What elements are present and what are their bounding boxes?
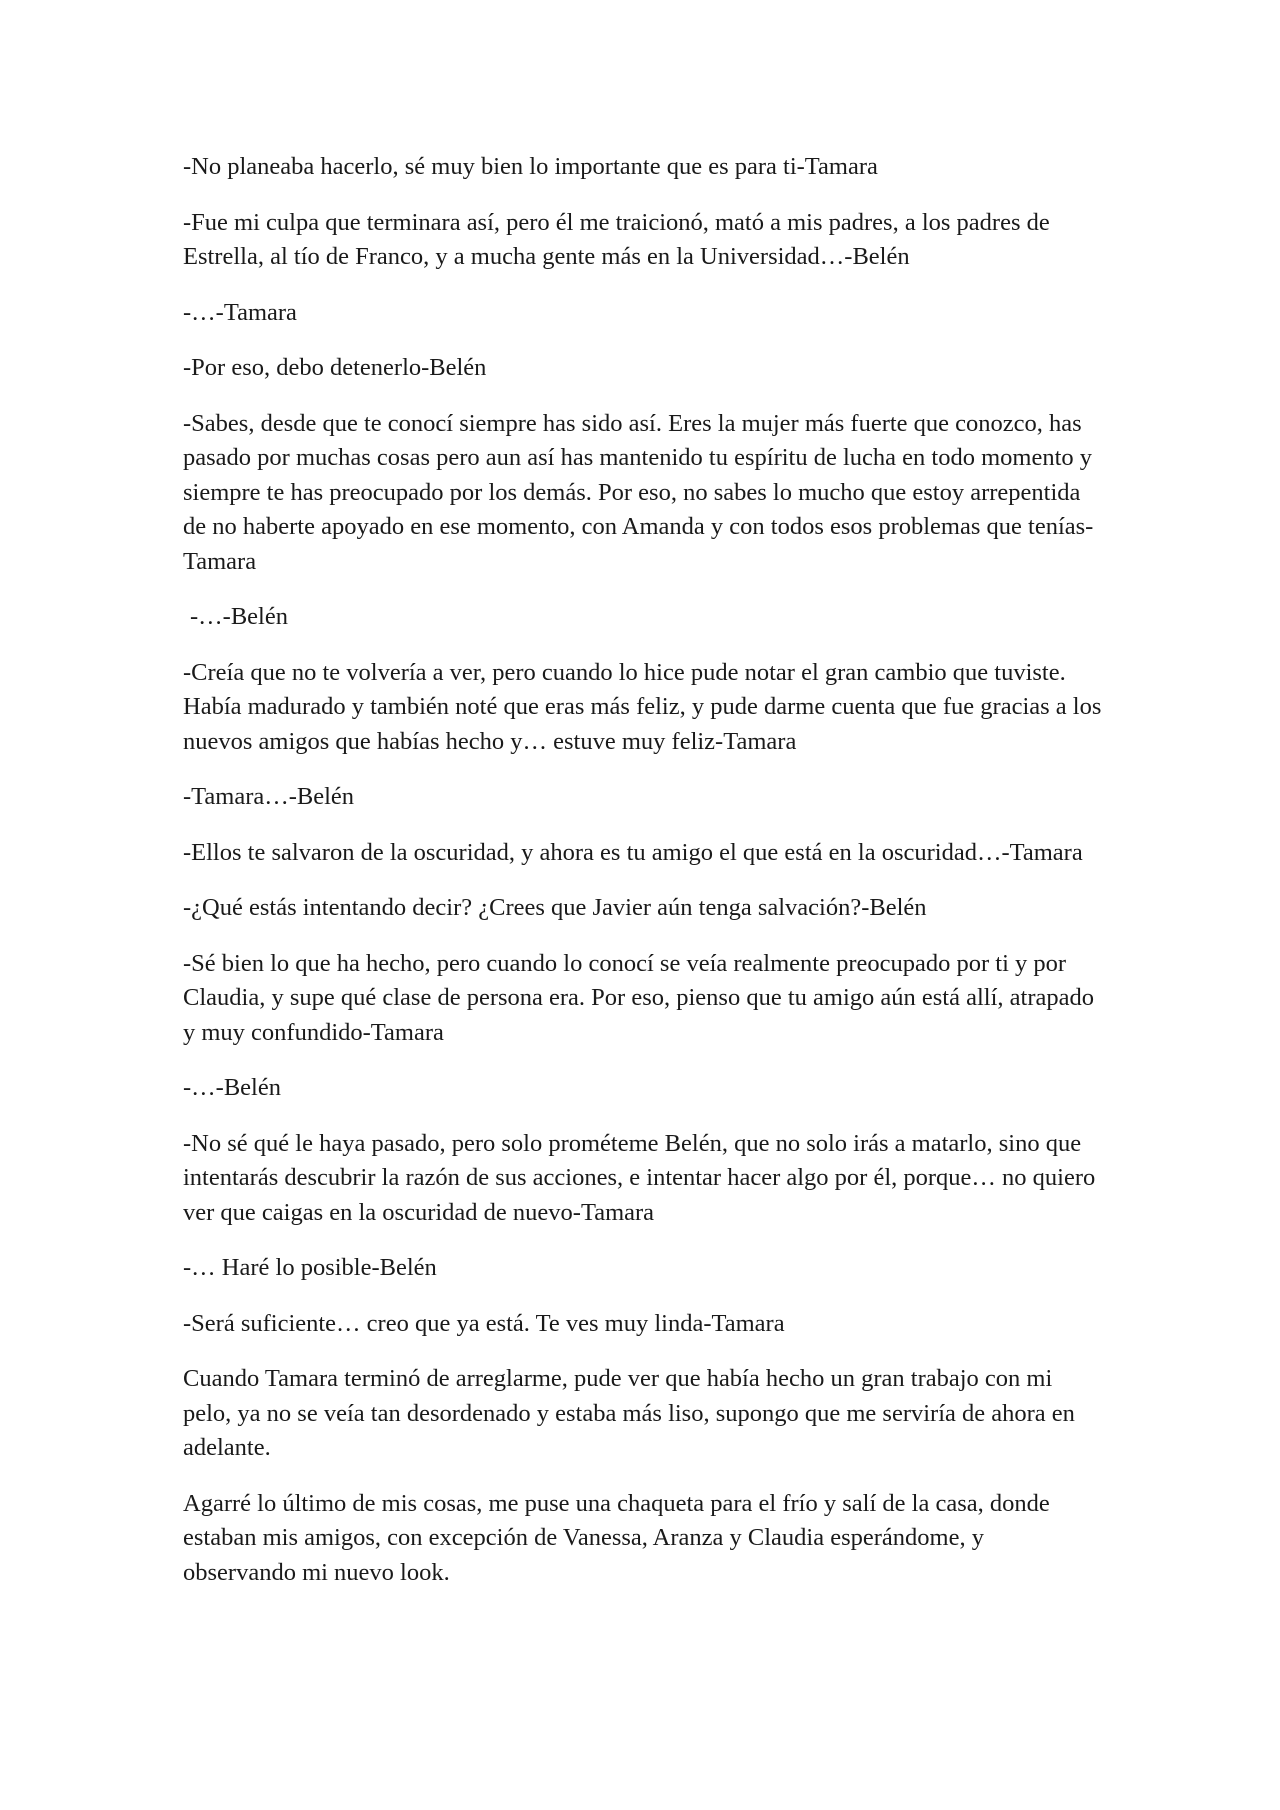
- document-body: [183, 150, 1103, 1611]
- paragraph: -Fue mi culpa que terminara así, pero él me traicionó, mató a mis padres, a los padres de Estrella, al tío de Franco, y a mucha gente más en la Universidad…-Belén: [183, 208, 1050, 270]
- paragraph: -Sabes, desde que te conocí siempre has sido así. Eres la mujer más fuerte que conozco, has pasado por muchas cosas pero aun así has mantenido tu espíritu de lucha en todo momento y siempre te has preocupado por los demás. Por eso, no sabes lo mucho que estoy arrepentida de no haberte apoyado en ese momento, con Amanda y con todos esos problemas que tenías-Tamara: [183, 409, 1094, 575]
- paragraph: -Sé bien lo que ha hecho, pero cuando lo conocí se veía realmente preocupado por ti y por Claudia, y supe qué clase de persona era. Por eso, pienso que tu amigo aún está allí, atrapado y muy confundido-Tamara: [183, 949, 1094, 1046]
- paragraph: -Tamara…-Belén: [183, 783, 355, 810]
- paragraph: -… Haré lo posible-Belén: [183, 1254, 437, 1281]
- paragraph: -No sé qué le haya pasado, pero solo prométeme Belén, que no solo irás a matarlo, sino que intentarás descubrir la razón de sus acciones, e intentar hacer algo por él, porque… no quiero ver que caigas en la oscuridad de nuevo-Tamara: [183, 1129, 1096, 1226]
- paragraph: Agarré lo último de mis cosas, me puse una chaqueta para el frío y salí de la casa, donde estaban mis amigos, con excepción de Vanessa, Aranza y Claudia esperándome, y observando mi nuevo look.: [183, 1489, 1050, 1586]
- paragraph: -Por eso, debo detenerlo-Belén: [183, 354, 487, 381]
- paragraph: -No planeaba hacerlo, sé muy bien lo importante que es para ti-Tamara: [183, 153, 878, 180]
- paragraph: -Creía que no te volvería a ver, pero cuando lo hice pude notar el gran cambio que tuviste. Había madurado y también noté que eras más feliz, y pude darme cuenta que fue gracias a los nuevos amigos que habías hecho y… estuve muy feliz-Tamara: [183, 658, 1102, 755]
- paragraph: -Será suficiente… creo que ya está. Te ves muy linda-Tamara: [183, 1309, 785, 1337]
- paragraph: -Ellos te salvaron de la oscuridad, y ahora es tu amigo el que está en la oscuridad…-Tamara: [183, 838, 1083, 866]
- paragraph: -¿Qué estás intentando decir? ¿Crees que Javier aún tenga salvación?-Belén: [183, 894, 927, 921]
- paragraph: -…-Belén: [190, 603, 288, 630]
- paragraph: -…-Belén: [183, 1074, 281, 1101]
- paragraph: Cuando Tamara terminó de arreglarme, pude ver que había hecho un gran trabajo con mi pelo, ya no se veía tan desordenado y estaba más liso, supongo que me serviría de ahora en adelante.: [183, 1365, 1075, 1461]
- paragraph: -…-Tamara: [183, 298, 297, 326]
